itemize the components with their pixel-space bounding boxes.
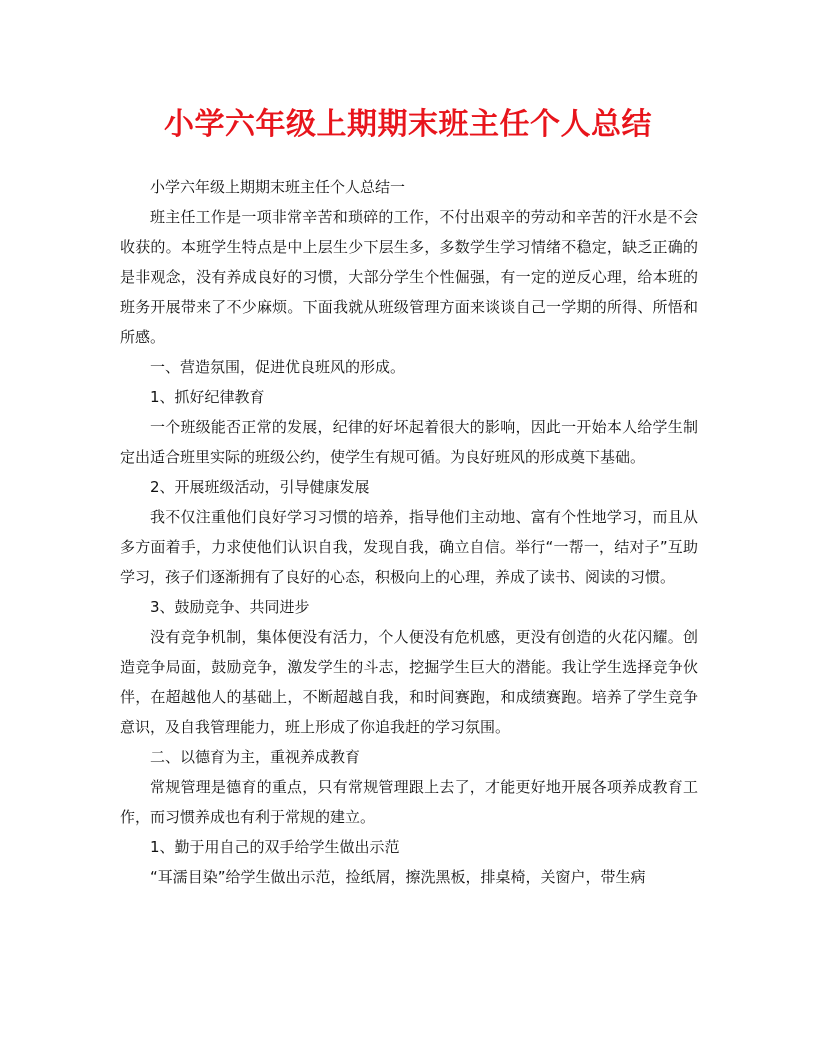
- paragraph-activities: 我不仅注重他们良好学习习惯的培养，指导他们主动地、富有个性地学习，而且从多方面着手，力求使他们认识自我，发现自我，确立自信。举行“一帮一，结对子”互助学习，孩子们逐渐拥有了良好的心态，积极向上的心理，养成了读书、阅读的习惯。: [120, 508, 698, 586]
- subheading-competition: 3、鼓励竞争、共同进步: [150, 598, 310, 616]
- document-body: [120, 172, 698, 892]
- subheading-discipline: 1、抓好纪律教育: [150, 388, 265, 406]
- paragraph-discipline: 一个班级能否正常的发展，纪律的好坏起着很大的影响，因此一开始本人给学生制定出适合班里实际的班级公约，使学生有规可循。为良好班风的形成奠下基础。: [120, 418, 698, 466]
- document-title: 小学六年级上期期末班主任个人总结: [164, 107, 652, 142]
- section-heading-summary-one: 小学六年级上期期末班主任个人总结一: [150, 178, 406, 196]
- paragraph-competition: 没有竞争机制，集体便没有活力，个人便没有危机感，更没有创造的火花闪耀。创造竞争局面，鼓励竞争，激发学生的斗志，挖掘学生巨大的潜能。我让学生选择竞争伙伴，在超越他人的基础上，不断超越自我，和时间赛跑，和成绩赛跑。培养了学生竞争意识，及自我管理能力，班上形成了你追我赶的学习氛围。: [120, 628, 698, 736]
- section-heading-two: 二、以德育为主，重视养成教育: [150, 748, 361, 766]
- subheading-demonstration: 1、勤于用自己的双手给学生做出示范: [150, 838, 400, 856]
- section-heading-one: 一、营造氛围，促进优良班风的形成。: [150, 358, 406, 376]
- paragraph-intro: 班主任工作是一项非常辛苦和琐碎的工作，不付出艰辛的劳动和辛苦的汗水是不会收获的。本班学生特点是中上层生少下层生多，多数学生学习情绪不稳定，缺乏正确的是非观念，没有养成良好的习惯，大部分学生个性倔强，有一定的逆反心理，给本班的班务开展带来了不少麻烦。下面我就从班级管理方面来谈谈自己一学期的所得、所悟和所感。: [120, 208, 698, 346]
- paragraph-routine-management: 常规管理是德育的重点，只有常规管理跟上去了，才能更好地开展各项养成教育工作，而习惯养成也有利于常规的建立。: [120, 778, 698, 826]
- subheading-activities: 2、开展班级活动，引导健康发展: [150, 478, 370, 496]
- paragraph-demonstration: “耳濡目染”给学生做出示范，捡纸屑，擦洗黑板，排桌椅，关窗户，带生病: [150, 868, 646, 886]
